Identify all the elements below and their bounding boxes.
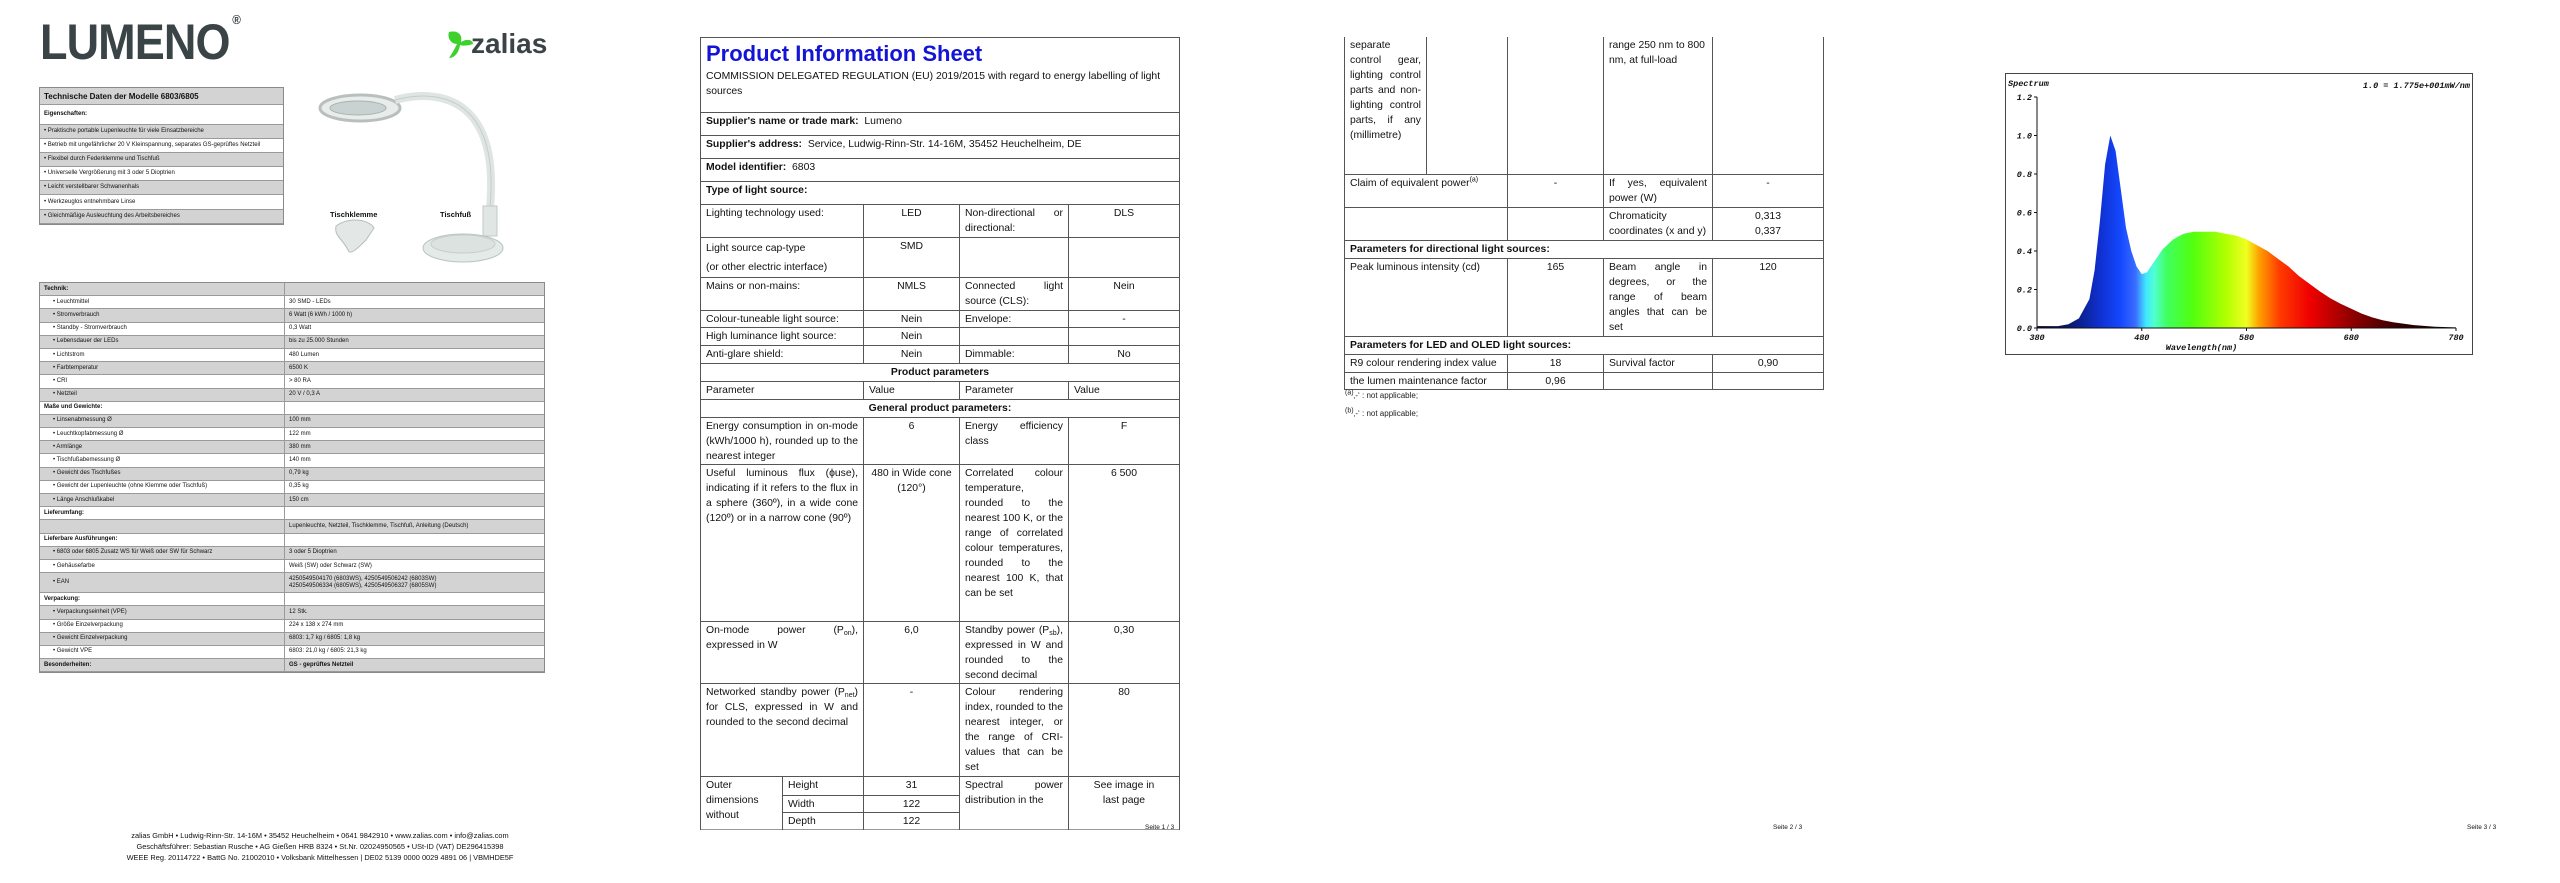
spec-section-label: Technik: <box>44 285 69 292</box>
feature-item: • Leicht verstellbarer Schwanenhals <box>44 184 140 191</box>
features-title: Technische Daten der Modelle 6803/6805 <box>44 91 199 101</box>
spec-section-label: Maße und Gewichte: <box>44 404 103 411</box>
empty-cell <box>1713 37 1824 174</box>
lighting-tech-label: Lighting technology used: <box>701 205 864 238</box>
supplier-name-label: Supplier's name or trade mark: <box>706 116 859 127</box>
empty-cell <box>960 328 1069 346</box>
outer-dimensions-label: Outer dimensions without <box>701 777 783 830</box>
spec-section-row <box>40 534 544 547</box>
y-tick-label: 0.0 <box>2016 324 2032 334</box>
lumen-maintenance-value: 0,96 <box>1508 372 1604 389</box>
product-information-sheet-table <box>700 37 1180 830</box>
mains-label: Mains or non-mains: <box>701 278 864 311</box>
spec-value <box>284 534 544 546</box>
equivalent-power-label: If yes, equivalent power (W) <box>1604 174 1713 207</box>
r9-label: R9 colour rendering index value <box>1345 354 1508 372</box>
y-tick-label: 0.4 <box>2016 247 2032 257</box>
cct-value: 6 500 <box>1069 465 1180 622</box>
supplier-address-row <box>701 136 1180 159</box>
x-tick-label: 680 <box>2343 333 2359 343</box>
on-mode-power-value: 6,0 <box>864 622 960 684</box>
height-label: Height <box>783 777 864 796</box>
peak-intensity-label: Peak luminous intensity (cd) <box>1345 258 1508 336</box>
spec-section-label: Lieferbare Ausführungen: <box>44 536 118 543</box>
regulation-text: COMMISSION DELEGATED REGULATION (EU) 2019/2015 with regard to energy labelling of light sources <box>706 71 1161 97</box>
label-part: On-mode power (P <box>706 625 844 636</box>
spec-label: • Lebensdauer der LEDs <box>53 338 119 345</box>
base-label: Tischfuß <box>440 210 472 219</box>
product-parameters-header: Product parameters <box>701 364 1180 382</box>
spec-section-row <box>40 507 544 520</box>
spec-row <box>40 415 544 428</box>
model-row <box>701 159 1180 182</box>
spec-value: 6 Watt (6 kWh / 1000 h) <box>284 309 544 321</box>
directional-value: DLS <box>1069 205 1180 238</box>
spec-value: 480 Lumen <box>284 349 544 361</box>
feature-item: • Universelle Vergrößerung mit 3 oder 5 Dioptrien <box>44 170 175 177</box>
label-sub: on <box>843 630 852 637</box>
empty-cell <box>1508 207 1604 240</box>
page-number: Seite 3 / 3 <box>2467 824 2497 831</box>
y-tick-label: 1.0 <box>2016 131 2032 142</box>
spec-row <box>40 362 544 375</box>
feature-row <box>40 139 283 153</box>
cap-type-label <box>701 238 864 278</box>
directional-label: Non-directional or directional: <box>960 205 1069 238</box>
empty-cell <box>1508 37 1604 174</box>
spec-section-row <box>40 593 544 606</box>
model-value: 6803 <box>792 162 816 173</box>
spec-row <box>40 428 544 441</box>
spec-value: 6500 K <box>284 362 544 374</box>
feature-item: • Praktische portable Lupenleuchte für viele Einsatzbereiche <box>44 128 204 135</box>
footnote-text: ‚-‘ : not applicable; <box>1353 409 1419 418</box>
product-image-magnifier-lamp <box>310 88 510 268</box>
spec-value <box>284 507 544 519</box>
spec-row <box>40 296 544 309</box>
equivalent-power-claim-value: - <box>1508 174 1604 207</box>
column-header-parameter: Parameter <box>701 382 864 400</box>
spec-row <box>40 375 544 388</box>
label-sub: net <box>844 692 855 699</box>
depth-value: 122 <box>864 813 960 830</box>
width-value: 122 <box>864 796 960 813</box>
column-header-value: Value <box>864 382 960 400</box>
spec-row <box>40 573 544 593</box>
cap-type-value: SMD <box>864 238 960 278</box>
label-part: ), expressed in W and rounded to the second decimal <box>965 625 1063 681</box>
spec-label: • Gewicht des Tischfußes <box>53 470 121 477</box>
chromaticity-label: Chromaticity coordinates (x and y) <box>1604 207 1713 240</box>
networked-standby-label <box>701 684 864 777</box>
page-number: Seite 1 / 3 <box>1145 824 1175 831</box>
spec-section-row <box>40 283 544 296</box>
y-tick-label: 1.2 <box>2016 93 2032 103</box>
standby-power-label <box>960 622 1069 684</box>
footnote-a <box>1345 391 1418 400</box>
chart-annotation: 1.0 = 1.775e+001mW/nm <box>2362 81 2470 91</box>
page-1 <box>0 0 640 883</box>
cct-label: Correlated colour temperature, rounded to the nearest 100 K, or the range of correlated colour temperatures, rounded to the nearest 100 K, that can be set <box>960 465 1069 622</box>
feature-row <box>40 210 283 224</box>
spec-value: 3 oder 5 Dioptrien <box>284 547 544 559</box>
features-section-label: Eigenschaften: <box>44 111 88 117</box>
footer-line: zalias GmbH • Ludwig-Rinn-Str. 14-16M • 35452 Heuchelheim • 0641 9842910 • www.zalias.com • info@zalias.com <box>131 831 509 840</box>
on-mode-power-label <box>701 622 864 684</box>
label-part: ), expressed in W <box>706 625 858 651</box>
high-luminance-label: High luminance light source: <box>701 328 864 346</box>
supplier-address-label: Supplier's address: <box>706 139 803 150</box>
height-value: 31 <box>864 777 960 796</box>
label-part: Claim of equivalent power <box>1350 177 1470 189</box>
label-sub: sb <box>1049 630 1057 637</box>
spd-label: Spectral power distribution in the <box>960 777 1069 830</box>
envelope-value: - <box>1069 311 1180 328</box>
spec-label: • Leuchtkopfabmessung Ø <box>53 430 124 437</box>
spec-value: 380 mm <box>284 441 544 453</box>
spec-value: 30 SMD - LEDs <box>284 296 544 308</box>
luminous-flux-value: 480 in Wide cone (120°) <box>864 465 960 622</box>
footnote-ref: (a) <box>1469 176 1479 184</box>
column-header-parameter: Parameter <box>960 382 1069 400</box>
label-part: ) for CLS, expressed in W and rounded to the second decimal <box>706 687 858 728</box>
energy-class-value: F <box>1069 418 1180 465</box>
x-tick-label: 580 <box>2238 333 2255 343</box>
spec-value: 224 x 138 x 274 mm <box>284 620 544 632</box>
spec-value: 6803: 1,7 kg / 6805: 1,8 kg <box>284 633 544 645</box>
spectrum-chart-frame <box>2005 73 2473 355</box>
zalias-logo-text: zalias <box>471 28 548 59</box>
spec-value: 0,35 kg <box>284 481 544 493</box>
spec-row <box>40 646 544 659</box>
registered-mark: ® <box>232 12 241 27</box>
x-tick-label: 380 <box>2029 333 2045 343</box>
spec-row <box>40 620 544 633</box>
feature-row <box>40 167 283 181</box>
beam-angle-value: 120 <box>1713 258 1824 336</box>
clamp-label: Tischklemme <box>330 210 378 219</box>
spec-row <box>40 494 544 507</box>
lumeno-logo-text: LUMENO <box>40 14 230 70</box>
empty-cell <box>1427 37 1508 174</box>
spec-value: bis zu 25.000 Stunden <box>284 336 544 348</box>
spec-label: • Leuchtmittel <box>53 298 90 305</box>
spec-table <box>39 282 545 673</box>
spec-value: Lupenleuchte, Netzteil, Tischklemme, Tischfuß, Anleitung (Deutsch) <box>284 520 544 532</box>
empty-cell <box>1604 372 1713 389</box>
features-title-row <box>40 88 283 105</box>
empty-cell <box>1713 372 1824 389</box>
y-tick-label: 0.8 <box>2016 170 2032 180</box>
spec-label: • Stromverbrauch <box>53 311 100 318</box>
r9-value: 18 <box>1508 354 1604 372</box>
spec-row <box>40 336 544 349</box>
features-table <box>39 87 284 225</box>
footnote-mark: (b) <box>1345 407 1354 415</box>
spec-label: • Tischfußabemessung Ø <box>53 457 121 464</box>
spec-value: 150 cm <box>284 494 544 506</box>
spec-row <box>40 389 544 402</box>
label-part: Standby power (P <box>965 625 1050 636</box>
x-axis-title: Wavelength(nm) <box>2165 343 2238 353</box>
column-header-value: Value <box>1069 382 1180 400</box>
spec-value: Weiß (SW) oder Schwarz (SW) <box>284 560 544 572</box>
label-part: Networked standby power (P <box>706 687 845 698</box>
spec-value: 140 mm <box>284 454 544 466</box>
lighting-tech-value: LED <box>864 205 960 238</box>
spec-label: • 6803 oder 6805 Zusatz WS für Weiß oder SW für Schwarz <box>53 549 213 556</box>
spec-label: • Standby - Stromverbrauch <box>53 325 127 332</box>
footnote-text: ‚-‘ : not applicable; <box>1353 391 1419 400</box>
spec-value: 122 mm <box>284 428 544 440</box>
dimmable-value: No <box>1069 346 1180 364</box>
empty-cell <box>1345 207 1508 240</box>
spec-label: • Netzteil <box>53 391 77 398</box>
spec-value: > 80 RA <box>284 375 544 387</box>
energy-consumption-label: Energy consumption in on-mode (kWh/1000 h), rounded up to the nearest integer <box>701 418 864 465</box>
high-luminance-value: Nein <box>864 328 960 346</box>
dimmable-label: Dimmable: <box>960 346 1069 364</box>
footnote-mark: (a) <box>1345 389 1354 397</box>
cap-type-label-line1: Light source cap-type <box>706 243 806 254</box>
y-tick-label: 0.2 <box>2016 285 2032 296</box>
spec-label: • Gewicht der Lupenleuchte (ohne Klemme oder Tischfuß) <box>53 483 208 490</box>
survival-factor-value: 0,90 <box>1713 354 1824 372</box>
cri-label: Colour rendering index, rounded to the nearest integer, or the range of CRI-values that can be set <box>960 684 1069 777</box>
supplier-name-row <box>701 113 1180 136</box>
footer-line: WEEE Reg. 20114722 • BattG No. 21002010 • Volksbank Mittelhessen | DE02 5139 0000 0029 4891 06 | VBMHDE5F <box>126 853 514 862</box>
spec-value: 6803: 21,0 kg / 6805: 21,3 kg <box>284 646 544 658</box>
cap-type-label-line2: (or other electric interface) <box>706 262 828 273</box>
chromaticity-value <box>1713 207 1824 240</box>
feature-row <box>40 153 283 167</box>
spec-row <box>40 606 544 619</box>
lumeno-logo <box>40 14 240 70</box>
spectrum-chart <box>2006 74 2472 354</box>
spec-value: 4250549504170 (6803WS), 4250549506242 (6803SW) 4250549506334 (6805WS), 4250549506327 (6805SW) <box>284 573 544 592</box>
spectrum-area <box>2037 136 2456 329</box>
page-title: Product Information Sheet <box>706 41 983 66</box>
supplier-name-value: Lumeno <box>864 116 902 127</box>
energy-consumption-value: 6 <box>864 418 960 465</box>
spec-row <box>40 454 544 467</box>
y-tick-label: 0.6 <box>2016 208 2032 219</box>
anti-glare-value: Nein <box>864 346 960 364</box>
spd-label-continued: range 250 nm to 800 nm, at full-load <box>1604 37 1713 174</box>
networked-standby-value: - <box>864 684 960 777</box>
feature-item: • Betrieb mit ungefährlicher 20 V Kleinspannung, separates GS-geprüftes Netzteil <box>44 142 261 149</box>
spec-row <box>40 560 544 573</box>
empty-cell <box>1069 238 1180 278</box>
footnote-b <box>1345 409 1418 418</box>
title-cell <box>701 38 1180 113</box>
spec-section-row <box>40 402 544 415</box>
spec-value: 100 mm <box>284 415 544 427</box>
spec-row <box>40 349 544 362</box>
chart-title: Spectrum <box>2008 79 2049 89</box>
spec-label: • Farbtemperatur <box>53 364 99 371</box>
spec-label: • Linsenabmessung Ø <box>53 417 112 424</box>
product-information-sheet-table-continued <box>1344 37 1824 390</box>
equivalent-power-claim-label <box>1345 174 1508 207</box>
energy-class-label: Energy efficiency class <box>960 418 1069 465</box>
colour-tuneable-value: Nein <box>864 311 960 328</box>
spec-row <box>40 633 544 646</box>
colour-tuneable-label: Colour-tuneable light source: <box>701 311 864 328</box>
spec-row <box>40 481 544 494</box>
cls-label: Connected light source (CLS): <box>960 278 1069 311</box>
type-header: Type of light source: <box>701 182 1180 205</box>
chromaticity-y: 0,337 <box>1754 225 1781 237</box>
company-footer <box>0 830 640 863</box>
zalias-logo <box>445 28 547 60</box>
spec-label: • EAN <box>53 579 70 586</box>
peak-intensity-value: 165 <box>1508 258 1604 336</box>
spec-value: 0,3 Watt <box>284 323 544 335</box>
features-section-row <box>40 105 283 125</box>
spec-label: • Gewicht Einzelverpackung <box>53 635 128 642</box>
spec-label: • Gehäusefarbe <box>53 562 95 569</box>
spec-value: 20 V / 0,3 A <box>284 389 544 401</box>
feature-row <box>40 181 283 195</box>
x-tick-label: 480 <box>2134 333 2150 343</box>
outer-dimensions-label-continued: separate control gear, lighting control parts and non-lighting control parts, if any (millimetre) <box>1345 37 1427 174</box>
spec-label: • Armlänge <box>53 443 83 450</box>
spec-section-row <box>40 659 544 672</box>
spec-label: • Länge Anschlußkabel <box>53 496 115 503</box>
anti-glare-label: Anti-glare shield: <box>701 346 864 364</box>
envelope-label: Envelope: <box>960 311 1069 328</box>
spec-row <box>40 520 544 533</box>
spd-value: See image in last page <box>1069 777 1180 830</box>
supplier-address-value: Service, Ludwig-Rinn-Str. 14-16M, 35452 Heuchelheim, DE <box>807 139 1082 150</box>
spec-value <box>284 402 544 414</box>
chromaticity-x: 0,313 <box>1754 210 1781 222</box>
page-number: Seite 2 / 3 <box>1773 824 1803 831</box>
directional-parameters-header: Parameters for directional light sources: <box>1345 240 1824 258</box>
equivalent-power-value: - <box>1713 174 1824 207</box>
feature-row <box>40 125 283 139</box>
spec-row <box>40 468 544 481</box>
lumen-maintenance-label: the lumen maintenance factor <box>1345 372 1508 389</box>
spec-value <box>284 283 544 295</box>
spec-row <box>40 441 544 454</box>
width-label: Width <box>783 796 864 813</box>
luminous-flux-label: Useful luminous flux (ϕuse), indicating if it refers to the flux in a sphere (360º), in a wide cone (120º) or in a narrow cone (90º) <box>701 465 864 622</box>
mains-value: NMLS <box>864 278 960 311</box>
model-label: Model identifier: <box>706 162 787 173</box>
spec-section-label: Verpackung: <box>44 595 81 602</box>
spec-row <box>40 547 544 560</box>
spec-section-label: Besonderheiten: <box>44 661 92 668</box>
cls-value: Nein <box>1069 278 1180 311</box>
spec-label: • Gewicht VPE <box>53 648 93 655</box>
spec-section-label: Lieferumfang: <box>44 509 85 516</box>
depth-label: Depth <box>783 813 864 830</box>
spec-label: • Lichtstrom <box>53 351 85 358</box>
empty-cell <box>1069 328 1180 346</box>
feature-row <box>40 195 283 209</box>
x-tick-label: 780 <box>2448 333 2464 343</box>
led-parameters-header: Parameters for LED and OLED light sources: <box>1345 336 1824 354</box>
survival-factor-label: Survival factor <box>1604 354 1713 372</box>
spec-label: • CRI <box>53 377 68 384</box>
cri-value: 80 <box>1069 684 1180 777</box>
feature-item: • Flexibel durch Federklemme und Tischfuß <box>44 156 160 163</box>
standby-power-value: 0,30 <box>1069 622 1180 684</box>
spec-row <box>40 309 544 322</box>
spec-value: 0,79 kg <box>284 468 544 480</box>
empty-cell <box>960 238 1069 278</box>
footer-line: Geschäftsführer: Sebastian Rusche • AG Gießen HRB 8324 • St.Nr. 02024950565 • USt-ID (VAT) DE296415398 <box>136 842 504 851</box>
general-parameters-header: General product parameters: <box>701 400 1180 418</box>
feature-item: • Werkzeuglos entnehmbare Linse <box>44 198 136 205</box>
spec-label: • Größe Einzelverpackung <box>53 622 123 629</box>
feature-item: • Gleichmäßige Ausleuchtung des Arbeitsbereiches <box>44 212 180 219</box>
beam-angle-label: Beam angle in degrees, or the range of beam angles that can be set <box>1604 258 1713 336</box>
spec-value: 12 Stk. <box>284 606 544 618</box>
spec-value <box>284 593 544 605</box>
spec-row <box>40 323 544 336</box>
spec-value: GS - geprüftes Netzteil <box>284 659 544 671</box>
spec-label: • Verpackungseinheit (VPE) <box>53 608 127 615</box>
